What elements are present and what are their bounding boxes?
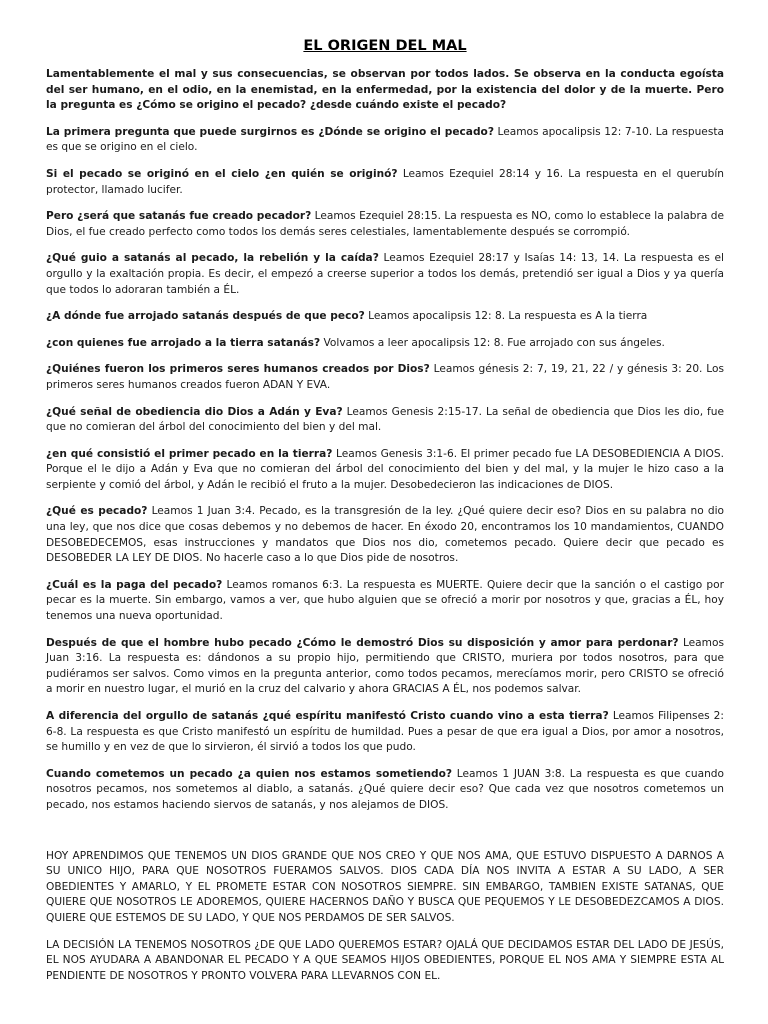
answer: Leamos 1 JUAN 3:8. La respuesta es que cuando nosotros pecamos, nos sometemos al diablo, a satanás. ¿Qué quiere decir eso? Que cada vez que nosotros cometemos un pecado, nos estamos haciendo siervos de satanás, y nos alejamos de DIOS.	[46, 767, 724, 811]
question: ¿Qué es pecado?	[46, 505, 148, 518]
answer: Leamos apocalipsis 12: 7-10. La respuesta es que se origino en el cielo.	[46, 125, 724, 154]
answer: Leamos Ezequiel 28:17 y Isaías 14: 13, 14. La respuesta es el orgullo y la exaltación propia. Es decir, el empezó a creerse superior a todos los demás, pretendió ser igual a Dios y ya quería que todos lo adoraran también a ÉL.	[46, 252, 724, 296]
answer: Leamos Genesis 2:15-17. La señal de obediencia que Dios les dio, fue que no comieran del árbol del conocimiento del bien y del mal.	[46, 405, 725, 434]
answer: Leamos 1 Juan 3:4. Pecado, es la transgresión de la ley. ¿Qué quiere decir eso? Dios en su palabra no dio una ley, que nos dice que cosas debemos y no debemos de hacer. En éxodo 20, encontramos los 10 mandamientos, CUANDO DESOBEDECEMOS, esas instrucciones y mandatos que Dios nos dio, cometemos pecado. Quiere decir que pecado es DESOBEDER LA LEY DE DIOS. No hacerle caso a lo que Dios pide de nosotros.	[46, 505, 724, 565]
paragraph	[46, 336, 724, 352]
question: Si el pecado se originó en el cielo ¿en quién se originó?	[46, 167, 398, 180]
question: ¿A dónde fue arrojado satanás después de que peco?	[46, 310, 365, 323]
question: La primera pregunta que puede surgirnos es ¿Dónde se origino el pecado?	[46, 125, 494, 138]
answer: Leamos apocalipsis 12: 8. La respuesta es A la tierra	[364, 310, 648, 323]
answer: Leamos Genesis 3:1-6. El primer pecado fue LA DESOBEDIENCIA A DIOS. Porque el le dijo a Adán y Eva que no comieran del árbol del conocimiento del bien y del mal, y la mujer le hizo caso a la serpiente y comió del árbol, y Adán le recibió el fruto a la mujer. Desobedecieron las indicaciones de DIOS.	[46, 447, 724, 491]
question: ¿en qué consistió el primer pecado en la tierra?	[46, 447, 333, 460]
paragraph	[46, 209, 724, 240]
paragraph	[46, 767, 724, 814]
paragraph	[46, 709, 724, 756]
question: Después de que el hombre hubo pecado ¿Cómo le demostró Dios su disposición y amor para perdonar?	[46, 636, 679, 649]
section-gap	[46, 825, 724, 849]
paragraph	[46, 636, 724, 698]
answer: Leamos Ezequiel 28:14 y 16. La respuesta en el querubín protector, llamado lucifer.	[46, 167, 724, 196]
answer: Leamos Ezequiel 28:15. La respuesta es NO, como lo establece la palabra de Dios, el fue creado perfecto como todos los demás seres celestiales, lamentablemente después se corrompió.	[46, 210, 724, 238]
question: ¿Quiénes fueron los primeros seres humanos creados por Dios?	[46, 363, 430, 376]
paragraph	[46, 125, 724, 156]
question: Cuando cometemos un pecado ¿a quien nos estamos sometiendo?	[46, 767, 453, 780]
paragraph	[46, 405, 724, 436]
question: ¿con quienes fue arrojado a la tierra satanás?	[46, 336, 321, 349]
answer: Leamos romanos 6:3. La respuesta es MUERTE. Quiere decir que la sanción o el castigo por pecar es la muerte. Sin embargo, vamos a ver, que hubo alguien que se ofreció a morir por nosotros y que, gracias a ÉL, hoy tenemos una nueva oportunidad.	[46, 578, 724, 623]
paragraph	[46, 251, 724, 298]
paragraph	[46, 578, 724, 625]
paragraph	[46, 167, 724, 198]
paragraph	[46, 362, 724, 393]
paragraph	[46, 309, 724, 325]
paragraph	[46, 67, 724, 114]
question: A diferencia del orgullo de satanás ¿qué espíritu manifestó Cristo cuando vino a esta tierra?	[46, 710, 609, 722]
document-page	[46, 36, 724, 995]
answer: Leamos Juan 3:16. La respuesta es: dándonos a su propio hijo, permitiendo que CRISTO, muriera por todos nosotros, para que pudiéramos ser salvos. Como vimos en la pregunta anterior, como todos pecamos, merecíamos morir, pero CRISTO se ofreció a morir en nuestro lugar, el murió en la cruz del calvario y ahora GRACIAS A ÉL, nos podemos salvar.	[46, 636, 724, 696]
answer: Volvamos a leer apocalipsis 12: 8. Fue arrojado con sus ángeles.	[320, 336, 665, 349]
document-title: EL ORIGEN DEL MAL	[303, 38, 467, 54]
paragraph	[46, 447, 724, 494]
closing-paragraph: LA DECISIÓN LA TENEMOS NOSOTROS ¿DE QUE LADO QUEREMOS ESTAR? OJALÁ QUE DECIDAMOS ESTAR DEL LADO DE JESÚS, EL NOS AYUDARA A ABANDONAR EL PECADO Y A QUE SEAMOS HIJOS OBEDIENTES, PORQUE EL NOS AMA Y SIEMPRE ESTA AL PENDIENTE DE NOSOTROS Y PRONTO VOLVERA PARA LLEVARNOS CON EL.	[46, 938, 724, 982]
question: Lamentablemente el mal y sus consecuencias, se observan por todos lados. Se observa en la conducta egoísta del ser humano, en el odio, en la enemistad, en la enfermedad, por la existencia del dolor y de la muerte. Pero la pregunta es ¿Cómo se origino el pecado? ¿desde cuándo existe el pecado?	[46, 68, 724, 112]
paragraph	[46, 504, 724, 566]
question: ¿Qué guio a satanás al pecado, la rebelión y la caída?	[46, 252, 379, 265]
question: Pero ¿será que satanás fue creado pecador?	[46, 210, 312, 223]
answer: Leamos Filipenses 2: 6-8. La respuesta es que Cristo manifestó un espíritu de humildad. Pues a pesar de que era igual a Dios, por amor a nosotros, se humillo y en vez de que lo sirvieron, él sirvió a todos los que pudo.	[46, 710, 724, 754]
closing-paragraph: HOY APRENDIMOS QUE TENEMOS UN DIOS GRANDE QUE NOS CREO Y QUE NOS AMA, QUE ESTUVO DISPUESTO A DARNOS A SU UNICO HIJO, PARA QUE NOSOTROS FUERAMOS SALVOS. DIOS CADA DÍA NOS INVITA A ESTAR A SU LADO, A SER OBEDIENTES Y AMARLO, Y EL PROMETE ESTAR CON NOSOTROS SIEMPRE. SIN EMBARGO, TAMBIEN EXISTE SATANAS, QUE QUIERE QUE NOSOTROS LE ADOREMOS, QUIERE HACERNOS DAÑO Y BUSCA QUE PEQUEMOS Y LE DESOBEDEZCAMOS A DIOS. QUIERE QUE ESTEMOS DE SU LADO, Y QUE NOS PERDAMOS DE SER SALVOS.	[46, 849, 724, 924]
answer: Leamos génesis 2: 7, 19, 21, 22 / y génesis 3: 20. Los primeros seres humanos creados fueron ADAN Y EVA.	[46, 363, 724, 391]
question: ¿Qué señal de obediencia dio Dios a Adán y Eva?	[46, 405, 343, 418]
question: ¿Cuál es la paga del pecado?	[46, 578, 223, 591]
